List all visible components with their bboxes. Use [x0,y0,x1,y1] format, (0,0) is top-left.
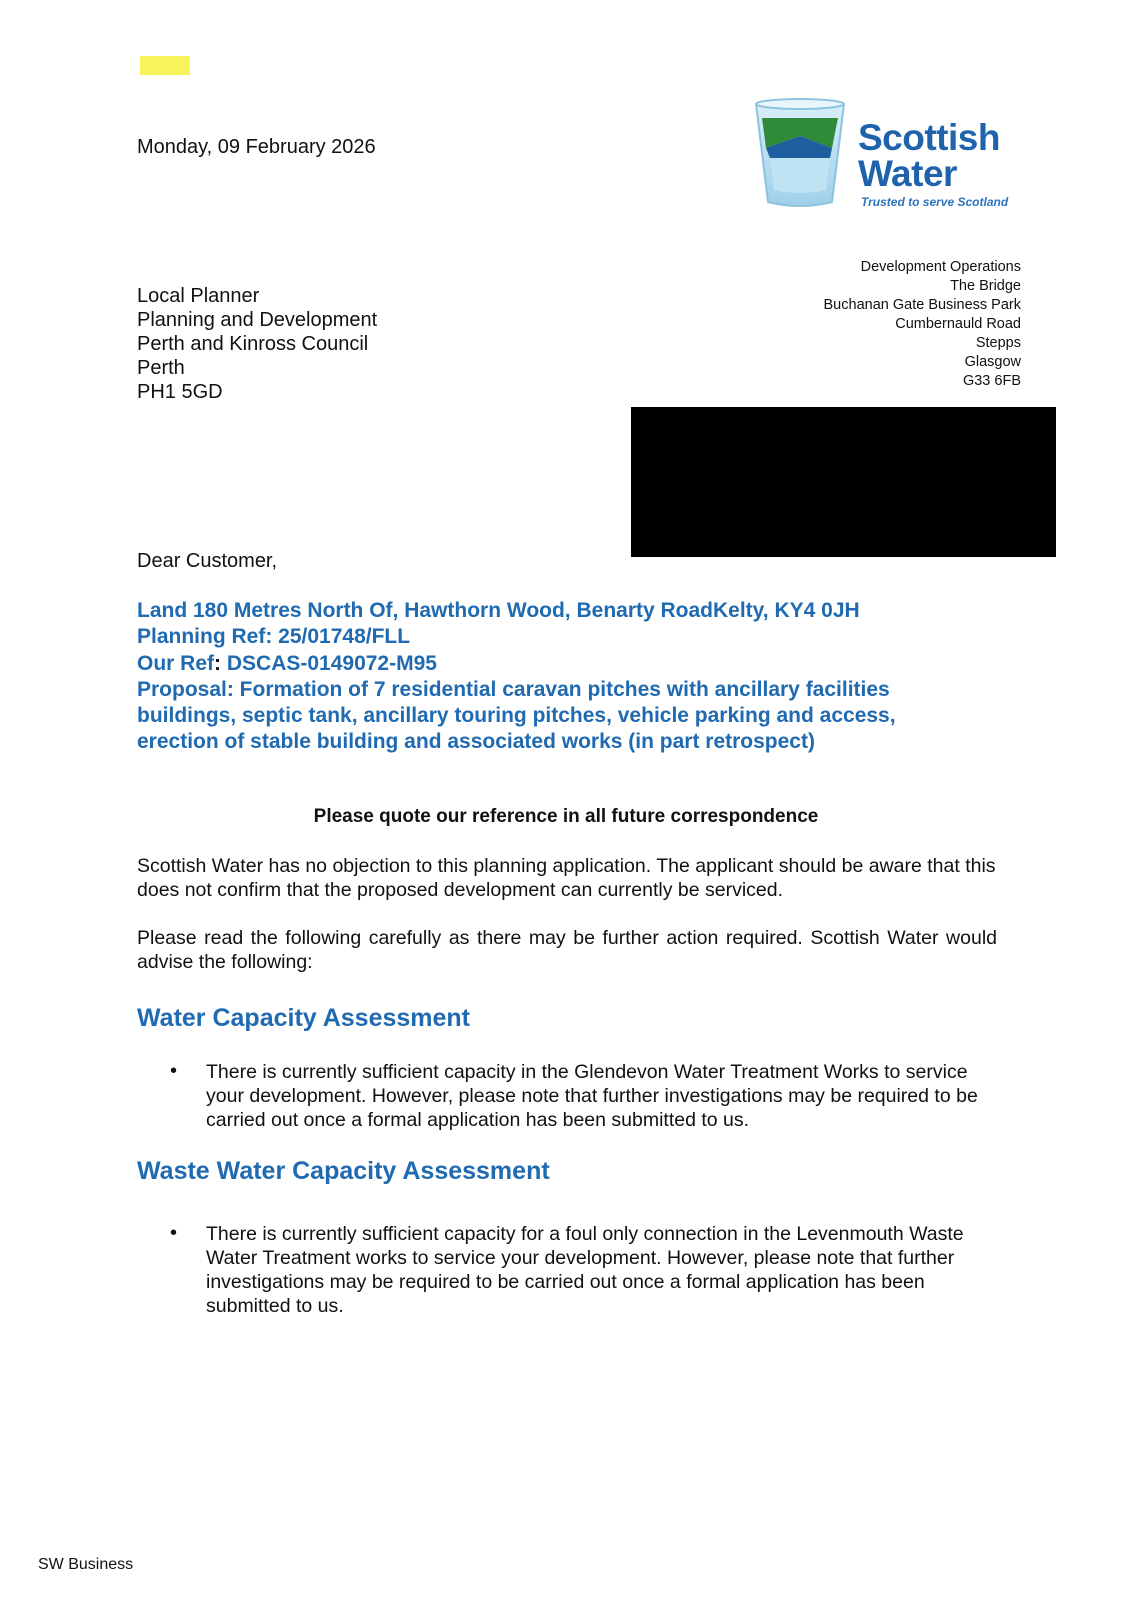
section-heading-waste-water-capacity: Waste Water Capacity Assessment [137,1157,550,1185]
highlight-mark [140,56,190,75]
sender-line: G33 6FB [962,373,1021,389]
sender-line: Development Operations [860,259,1021,275]
recipient-line: Planning and Development [137,309,378,331]
recipient-line: Perth [137,357,185,379]
recipient-line: Perth and Kinross Council [137,333,369,355]
sender-line: Stepps [975,335,1021,351]
bullet-icon: • [170,1222,178,1244]
logo-wordmark-scottish: Scottish [858,117,1000,158]
recipient-line: Local Planner [137,285,260,307]
quote-reference-note: Please quote our reference in all future correspondence [313,806,819,827]
our-ref-value: DSCAS-0149072-M95 [221,651,437,675]
our-ref [137,651,1017,677]
recipient-address [137,284,377,404]
letter-date: Monday, 09 February 2026 [137,136,376,158]
body-paragraph: Please read the following carefully as there may be further action required. Scottish Water would advise the following: [137,927,997,973]
sender-line: Cumbernauld Road [895,316,1021,332]
sender-line: The Bridge [950,278,1021,294]
section-heading-water-capacity: Water Capacity Assessment [137,1004,471,1032]
logo-wordmark-water: Water [858,153,957,194]
salutation: Dear Customer, [137,550,278,572]
sender-line: Buchanan Gate Business Park [823,297,1021,313]
sender-line: Glasgow [964,354,1021,370]
section-bullet-text: There is currently sufficient capacity for a foul only connection in the Levenmouth Waste Water Treatment works to service your development. However, please note that further investigations may be required to be carried out once a formal application has been submitted to us. [206,1223,964,1317]
recipient-line: PH1 5GD [137,381,223,403]
body-paragraph: Scottish Water has no objection to this planning application. The applicant should be aware that this does not confirm that the proposed development can currently be serviced. [137,855,996,901]
sender-address [824,258,1021,391]
bullet-icon: • [170,1060,178,1082]
proposal-line: Proposal: Formation of 7 residential caravan pitches with ancillary facilities [137,677,890,701]
section-bullet-text: There is currently sufficient capacity in the Glendevon Water Treatment Works to service your development. However, please note that further investigations may be required to be carried out once a formal application has been submitted to us. [206,1061,978,1131]
planning-ref: Planning Ref: 25/01748/FLL [137,625,411,649]
subject-block [137,598,1017,756]
our-ref-label: Our Ref [137,651,215,675]
footer-label: SW Business [38,1556,134,1573]
our-ref-colon: : [214,651,222,675]
subject-address: Land 180 Metres North Of, Hawthorn Wood, Benarty RoadKelty, KY4 0JH [137,599,860,622]
proposal-line: buildings, septic tank, ancillary touring pitches, vehicle parking and access, [137,704,896,728]
proposal-line: erection of stable building and associated works (in part retrospect) [137,730,815,754]
logo-tagline: Trusted to serve Scotland [861,195,1009,209]
redaction-block [631,407,1056,557]
